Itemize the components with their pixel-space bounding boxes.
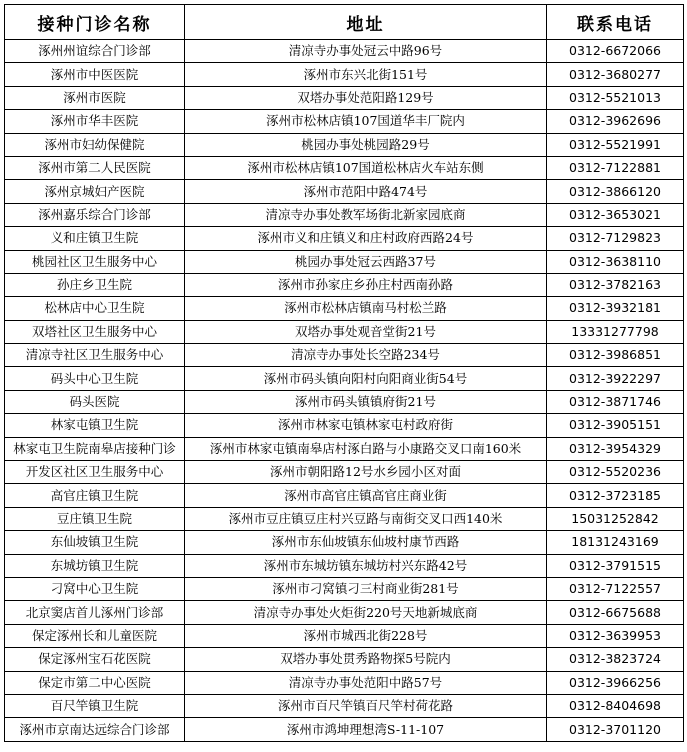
cell-phone: 0312-7122557 [547,577,684,600]
cell-name: 桃园社区卫生服务中心 [5,250,185,273]
table-row [5,344,684,367]
cell-address: 涿州市码头镇向阳村向阳商业街54号 [185,367,547,390]
cell-address: 清凉寺办事处范阳中路57号 [185,671,547,694]
cell-address: 清凉寺办事处冠云中路96号 [185,40,547,63]
cell-phone: 0312-3701120 [547,718,684,741]
cell-name: 东仙坡镇卫生院 [5,531,185,554]
cell-name: 涿州嘉乐综合门诊部 [5,203,185,226]
table-row [5,320,684,343]
table-row [5,577,684,600]
cell-name: 码头中心卫生院 [5,367,185,390]
cell-address: 清凉寺办事处长空路234号 [185,344,547,367]
cell-name: 码头医院 [5,390,185,413]
table-row [5,601,684,624]
table-row [5,40,684,63]
cell-address: 涿州市豆庄镇豆庄村兴豆路与南街交叉口西140米 [185,507,547,530]
cell-phone: 0312-3638110 [547,250,684,273]
cell-phone: 0312-3932181 [547,297,684,320]
cell-name: 开发区社区卫生服务中心 [5,461,185,484]
cell-address: 涿州市高官庄镇高官庄商业街 [185,484,547,507]
table-row [5,484,684,507]
cell-name: 涿州市妇幼保健院 [5,133,185,156]
cell-address: 涿州市孙家庄乡孙庄村西南孙路 [185,273,547,296]
cell-phone: 0312-3723185 [547,484,684,507]
cell-name: 高官庄镇卫生院 [5,484,185,507]
cell-name: 涿州市中医医院 [5,63,185,86]
cell-phone: 0312-3680277 [547,63,684,86]
cell-phone: 15031252842 [547,507,684,530]
cell-phone: 0312-3866120 [547,180,684,203]
table-row [5,110,684,133]
cell-address: 双塔办事处贯秀路物探5号院内 [185,648,547,671]
clinic-table [4,4,684,742]
cell-phone: 0312-3986851 [547,344,684,367]
cell-phone: 0312-6675688 [547,601,684,624]
cell-name: 刁窝中心卫生院 [5,577,185,600]
table-row [5,531,684,554]
table-row [5,367,684,390]
cell-address: 涿州市林家屯镇南皋店村涿白路与小康路交叉口南160米 [185,437,547,460]
cell-name: 松林店中心卫生院 [5,297,185,320]
table-row [5,554,684,577]
cell-address: 清凉寺办事处教军场街北新家园底商 [185,203,547,226]
table-row [5,180,684,203]
table-row [5,250,684,273]
cell-phone: 0312-5521013 [547,86,684,109]
header-address: 地址 [185,5,547,40]
cell-name: 清凉寺社区卫生服务中心 [5,344,185,367]
cell-name: 涿州市华丰医院 [5,110,185,133]
table-row [5,718,684,741]
cell-name: 保定市第二中心医院 [5,671,185,694]
cell-phone: 0312-3791515 [547,554,684,577]
table-row [5,86,684,109]
cell-phone: 0312-7122881 [547,156,684,179]
cell-phone: 0312-3653021 [547,203,684,226]
table-row [5,414,684,437]
cell-address: 涿州市义和庄镇义和庄村政府西路24号 [185,227,547,250]
cell-address: 双塔办事处范阳路129号 [185,86,547,109]
cell-address: 涿州市范阳中路474号 [185,180,547,203]
cell-address: 涿州市东兴北街151号 [185,63,547,86]
cell-name: 东城坊镇卫生院 [5,554,185,577]
cell-phone: 0312-3639953 [547,624,684,647]
table-row [5,156,684,179]
cell-name: 涿州京城妇产医院 [5,180,185,203]
table-row [5,671,684,694]
cell-name: 保定涿州宝石花医院 [5,648,185,671]
table-row [5,507,684,530]
cell-address: 桃园办事处冠云西路37号 [185,250,547,273]
cell-phone: 0312-3966256 [547,671,684,694]
cell-address: 清凉寺办事处火炬街220号天地新城底商 [185,601,547,624]
table-row [5,648,684,671]
table-row [5,461,684,484]
cell-address: 涿州市东城坊镇东城坊村兴东路42号 [185,554,547,577]
cell-name: 保定涿州长和儿童医院 [5,624,185,647]
cell-phone: 0312-3905151 [547,414,684,437]
cell-address: 涿州市林家屯镇林家屯村政府街 [185,414,547,437]
table-row [5,390,684,413]
table-row [5,297,684,320]
cell-name: 林家屯卫生院南皋店接种门诊 [5,437,185,460]
header-name: 接种门诊名称 [5,5,185,40]
cell-phone: 0312-7129823 [547,227,684,250]
cell-phone: 13331277798 [547,320,684,343]
cell-address: 涿州市码头镇镇府街21号 [185,390,547,413]
table-row [5,624,684,647]
cell-address: 桃园办事处桃园路29号 [185,133,547,156]
cell-address: 涿州市松林店镇南马村松兰路 [185,297,547,320]
cell-phone: 0312-3962696 [547,110,684,133]
cell-address: 涿州市东仙坡镇东仙坡村康节西路 [185,531,547,554]
table-row [5,694,684,717]
table-row [5,437,684,460]
cell-phone: 0312-3823724 [547,648,684,671]
cell-address: 涿州市城西北街228号 [185,624,547,647]
cell-name: 北京窦店首儿涿州门诊部 [5,601,185,624]
cell-name: 百尺竿镇卫生院 [5,694,185,717]
table-header-row [5,5,684,40]
cell-address: 涿州市松林店镇107国道华丰厂院内 [185,110,547,133]
table-row [5,273,684,296]
cell-name: 双塔社区卫生服务中心 [5,320,185,343]
cell-name: 孙庄乡卫生院 [5,273,185,296]
cell-name: 林家屯镇卫生院 [5,414,185,437]
cell-address: 涿州市朝阳路12号水乡园小区对面 [185,461,547,484]
cell-address: 涿州市松林店镇107国道松林店火车站东侧 [185,156,547,179]
cell-name: 涿州市京南达远综合门诊部 [5,718,185,741]
cell-name: 涿州市第二人民医院 [5,156,185,179]
cell-phone: 0312-3871746 [547,390,684,413]
table-row [5,133,684,156]
cell-name: 涿州市医院 [5,86,185,109]
cell-phone: 0312-5520236 [547,461,684,484]
cell-phone: 0312-6672066 [547,40,684,63]
cell-address: 双塔办事处观音堂街21号 [185,320,547,343]
cell-phone: 0312-3782163 [547,273,684,296]
cell-phone: 18131243169 [547,531,684,554]
table-row [5,203,684,226]
cell-phone: 0312-5521991 [547,133,684,156]
cell-name: 涿州州谊综合门诊部 [5,40,185,63]
cell-name: 义和庄镇卫生院 [5,227,185,250]
cell-phone: 0312-3954329 [547,437,684,460]
cell-address: 涿州市鸿坤理想湾S-11-107 [185,718,547,741]
table-body [5,40,684,742]
table-row [5,227,684,250]
header-phone: 联系电话 [547,5,684,40]
cell-phone: 0312-3922297 [547,367,684,390]
table-row [5,63,684,86]
cell-phone: 0312-8404698 [547,694,684,717]
cell-address: 涿州市刁窝镇刁三村商业街281号 [185,577,547,600]
cell-address: 涿州市百尺竿镇百尺竿村荷花路 [185,694,547,717]
cell-name: 豆庄镇卫生院 [5,507,185,530]
